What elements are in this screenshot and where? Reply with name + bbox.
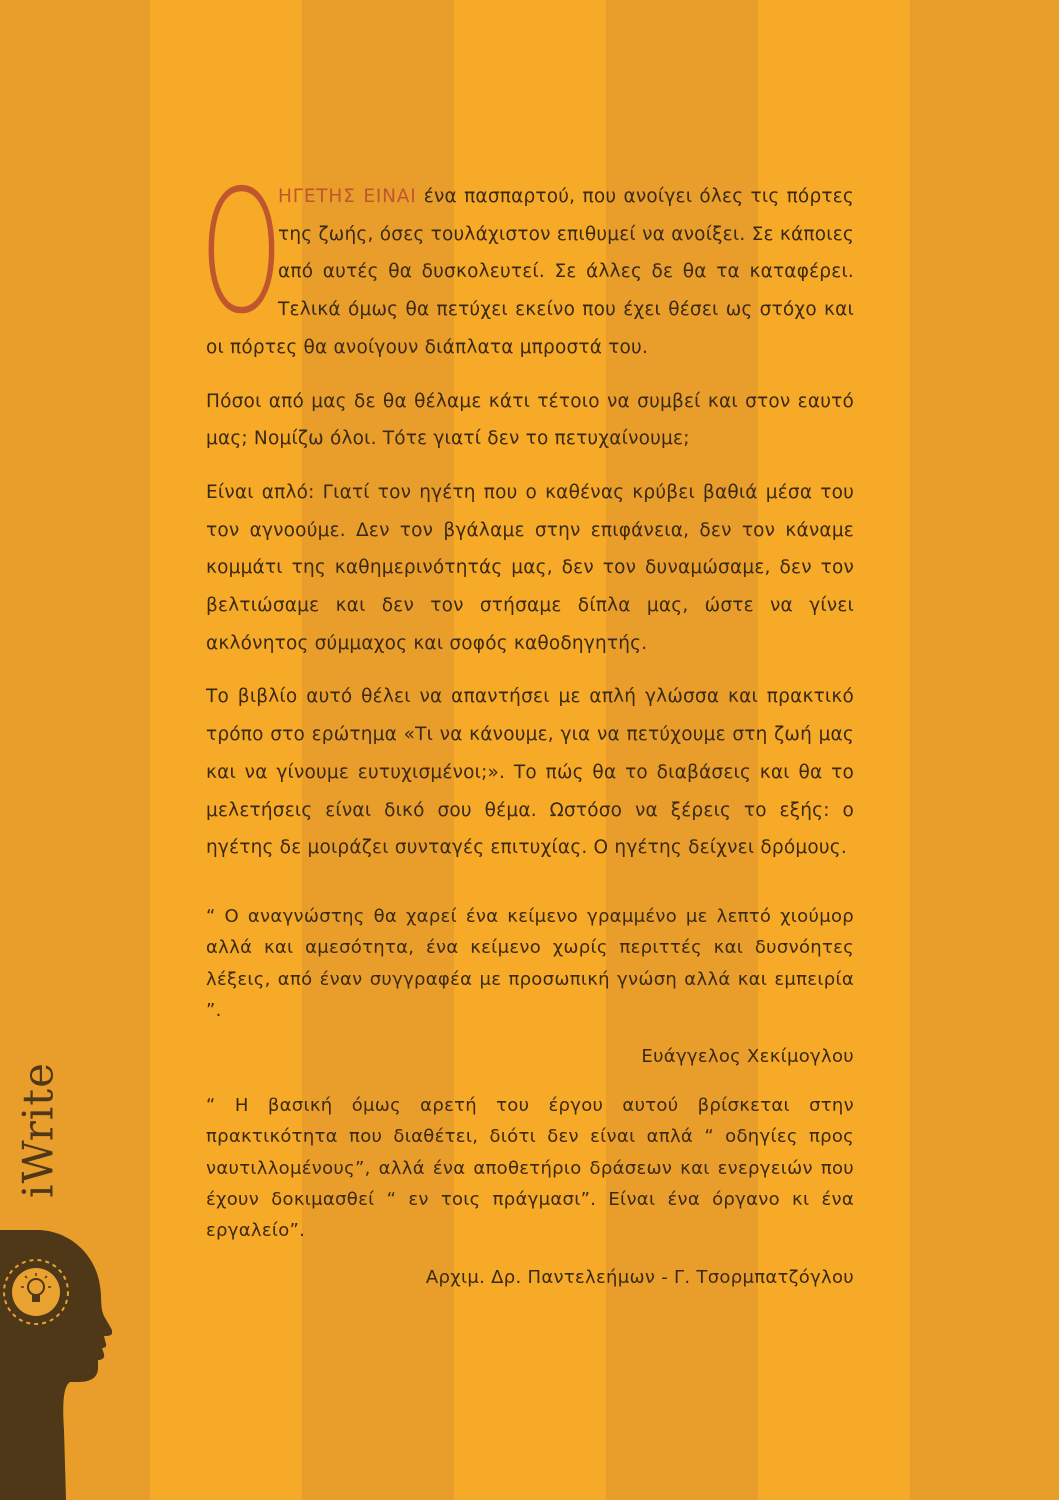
review-author: Αρχιμ. Δρ. Παντελεήμων - Γ. Τσορμπατζόγλου (425, 1266, 854, 1288)
brand-logo-text: iWrite (13, 1062, 63, 1198)
intro-text: ένα πασπαρτού, που ανοίγει όλες τις πόρτες της ζωής, όσες τουλάχιστον επιθυμεί να ανοίξει. Σε κάποιες από αυτές θα δυσκολευτεί. Σε άλλες δε θα τα καταφέρει. Τελικά όμως θα πετύχει εκείνο που έχει θέσει ως στόχο και οι πόρτες θα ανοίγουν διάπλατα μπροστά του. (206, 186, 854, 358)
paragraph: Πόσοι από μας δε θα θέλαμε κάτι τέτοιο να συμβεί και στον εαυτό μας; Νομίζω όλοι. Τότε γιατί δεν το πετυχαίνουμε; (206, 390, 854, 450)
intro-paragraph (200, 154, 854, 367)
paragraph: Είναι απλό: Γιατί τον ηγέτη που ο καθένας κρύβει βαθιά μέσα του τον αγνοούμε. Δεν τον βγάλαμε στην επιφάνεια, δεν τον κάναμε κομμάτι της καθημερινότητάς μας, δεν τον δυναμώσαμε, δεν τον βελτιώσαμε και δεν τον στήσαμε δίπλα μας, ώστε να γίνει ακλόνητος σύμμαχος και σοφός καθοδηγητής. (206, 481, 854, 654)
review-quote: “ Ο αναγνώστης θα χαρεί ένα κείμενο γραμμένο με λεπτό χιούμορ αλλά και αμεσότητα, ένα κείμενο χωρίς περιττές και δυσνόητες λέξεις, από έναν συγγραφέα με προσωπική γνώση αλλά και εμπειρία ”. (206, 905, 854, 1021)
review-quotes (206, 901, 854, 1293)
review-quote: “ Η βασική όμως αρετή του έργου αυτού βρίσκεται στην πρακτικότητα που διαθέτει, διότι δεν είναι απλά “ οδηγίες προς ναυτιλλομένους”, αλλά ένα αποθετήριο δράσεων και ενεργειών που έχουν δοκιμασθεί “ εν τοις πράγμασι”. Είναι ένα όργανο κι ένα εργαλείο”. (206, 1095, 854, 1242)
stripe (910, 0, 1059, 1500)
drop-cap: Ο (200, 154, 284, 352)
lead-in-caps: ΗΓΕΤΗΣ ΕΙΝΑΙ (278, 186, 417, 207)
review-author: Ευάγγελος Χεκίμογλου (641, 1046, 854, 1068)
paragraph: Το βιβλίο αυτό θέλει να απαντήσει με απλή γλώσσα και πρακτικό τρόπο στο ερώτημα «Τι να κάνουμε, για να πετύχουμε στη ζωή μας και να γίνουμε ευτυχισμένοι;». Το πώς θα το διαβάσεις και θα το μελετήσεις είναι δικό σου θέμα. Ωστόσο να ξέρεις το εξής: ο ηγέτης δε μοιράζει συνταγές επιτυχίας. Ο ηγέτης δείχνει δρόμους. (206, 686, 854, 859)
back-cover-text (200, 154, 854, 1311)
head-lightbulb-icon (0, 1230, 112, 1500)
